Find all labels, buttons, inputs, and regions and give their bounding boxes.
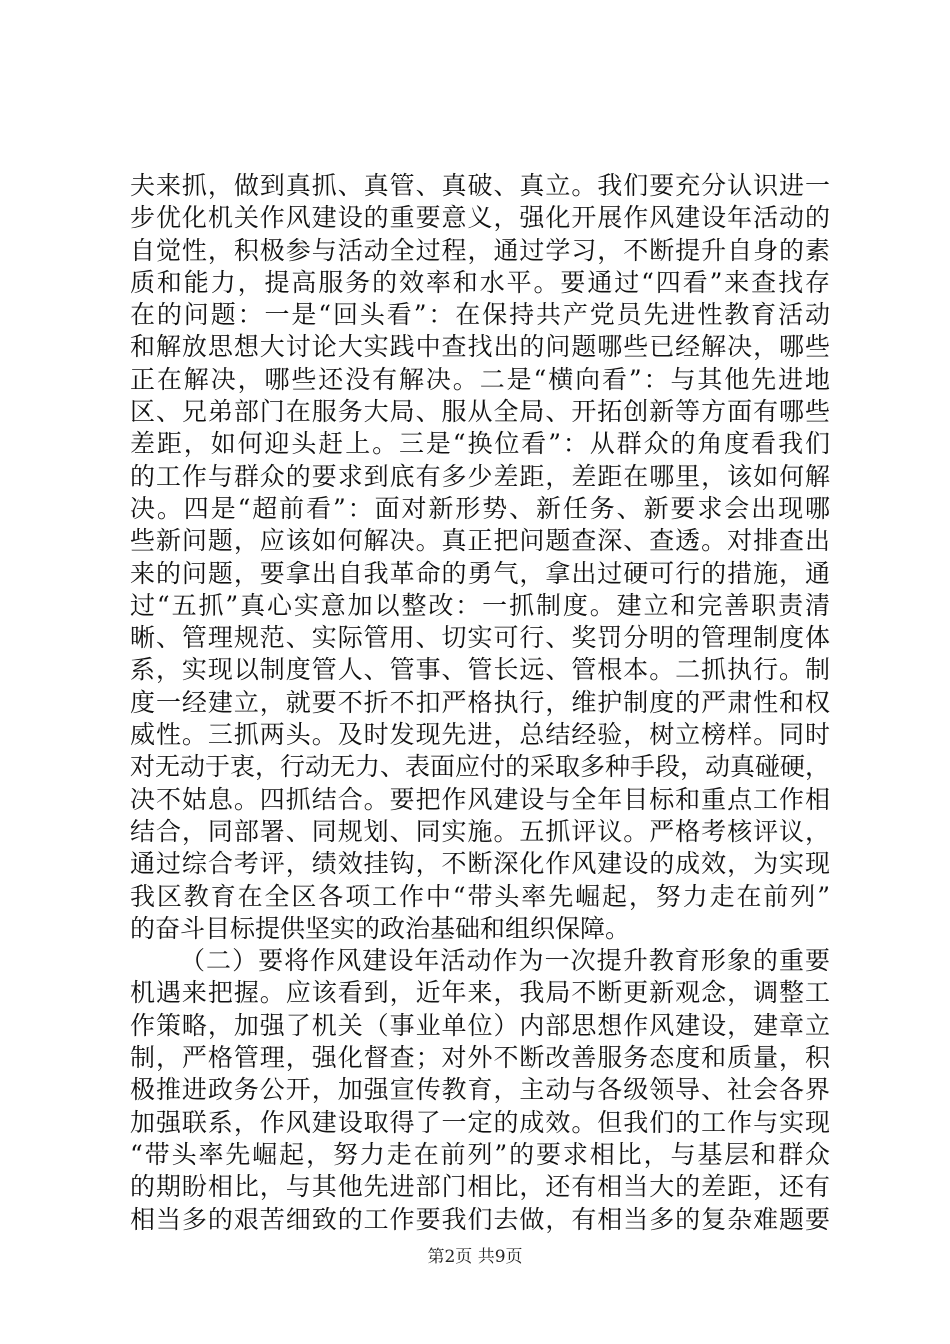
text-line: 系，实现以制度管人、管事、管长远、管根本。二抓执行。制	[130, 655, 830, 685]
paragraph-start-line: （二）要将作风建设年活动作为一次提升教育形象的重要	[180, 946, 830, 976]
text-line: 度一经建立，就要不折不扣严格执行，维护制度的严肃性和权	[130, 687, 830, 717]
text-line: 质和能力，提高服务的效率和水平。要通过“四看”来查找存	[130, 267, 830, 297]
text-line: 步优化机关作风建设的重要意义，强化开展作风建设年活动的	[130, 203, 830, 233]
text-line: 对无动于衷，行动无力、表面应付的采取多种手段，动真碰硬，	[130, 752, 831, 782]
text-line: 通过综合考评，绩效挂钩，不断深化作风建设的成效，为实现	[130, 849, 830, 879]
text-line: 机遇来把握。应该看到，近年来，我局不断更新观念，调整工	[130, 978, 830, 1008]
text-line: 正在解决，哪些还没有解决。二是“横向看”：与其他先进地	[130, 364, 830, 394]
text-line: 的期盼相比，与其他先进部门相比，还有相当大的差距，还有	[130, 1172, 830, 1202]
text-line: 加强联系，作风建设取得了一定的成效。但我们的工作与实现	[130, 1107, 830, 1137]
text-line: 自觉性，积极参与活动全过程，通过学习，不断提升自身的素	[130, 235, 830, 265]
text-line: 在的问题：一是“回头看”：在保持共产党员先进性教育活动	[130, 300, 830, 330]
text-line: 和解放思想大讨论大实践中查找出的问题哪些已经解决，哪些	[130, 332, 830, 362]
text-line: 作策略，加强了机关（事业单位）内部思想作风建设，建章立	[130, 1010, 830, 1040]
page-number-footer: 第2页 共9页	[427, 1247, 523, 1267]
text-line: 威性。三抓两头。及时发现先进，总结经验，树立榜样。同时	[130, 720, 830, 750]
text-line: 的工作与群众的要求到底有多少差距，差距在哪里，该如何解	[130, 461, 830, 491]
text-line: 决。四是“超前看”：面对新形势、新任务、新要求会出现哪	[130, 493, 830, 523]
text-line: 我区教育在全区各项工作中“带头率先崛起，努力走在前列”	[130, 881, 830, 911]
body-text	[130, 170, 830, 1236]
text-line: “带头率先崛起，努力走在前列”的要求相比，与基层和群众	[130, 1139, 830, 1169]
text-line: 区、兄弟部门在服务大局、服从全局、开拓创新等方面有哪些	[130, 397, 830, 427]
text-line: 制，严格管理，强化督查；对外不断改善服务态度和质量，积	[130, 1043, 830, 1073]
text-line: 决不姑息。四抓结合。要把作风建设与全年目标和重点工作相	[130, 784, 830, 814]
text-line: 晰、管理规范、实际管用、切实可行、奖罚分明的管理制度体	[130, 623, 830, 653]
text-line: 来的问题，要拿出自我革命的勇气，拿出过硬可行的措施，通	[130, 558, 830, 588]
text-line: 过“五抓”真心实意加以整改：一抓制度。建立和完善职责清	[130, 590, 830, 620]
text-line: 结合，同部署、同规划、同实施。五抓评议。严格考核评议，	[130, 816, 830, 846]
text-line: 些新问题，应该如何解决。真正把问题查深、查透。对排查出	[130, 526, 830, 556]
text-line: 夫来抓，做到真抓、真管、真破、真立。我们要充分认识进一	[130, 171, 830, 200]
text-line: 差距，如何迎头赶上。三是“换位看”：从群众的角度看我们	[130, 429, 830, 459]
text-line: 的奋斗目标提供坚实的政治基础和组织保障。	[130, 913, 631, 943]
text-line: 相当多的艰苦细致的工作要我们去做，有相当多的复杂难题要	[130, 1204, 830, 1234]
text-line: 极推进政务公开，加强宣传教育，主动与各级领导、社会各界	[130, 1075, 830, 1105]
